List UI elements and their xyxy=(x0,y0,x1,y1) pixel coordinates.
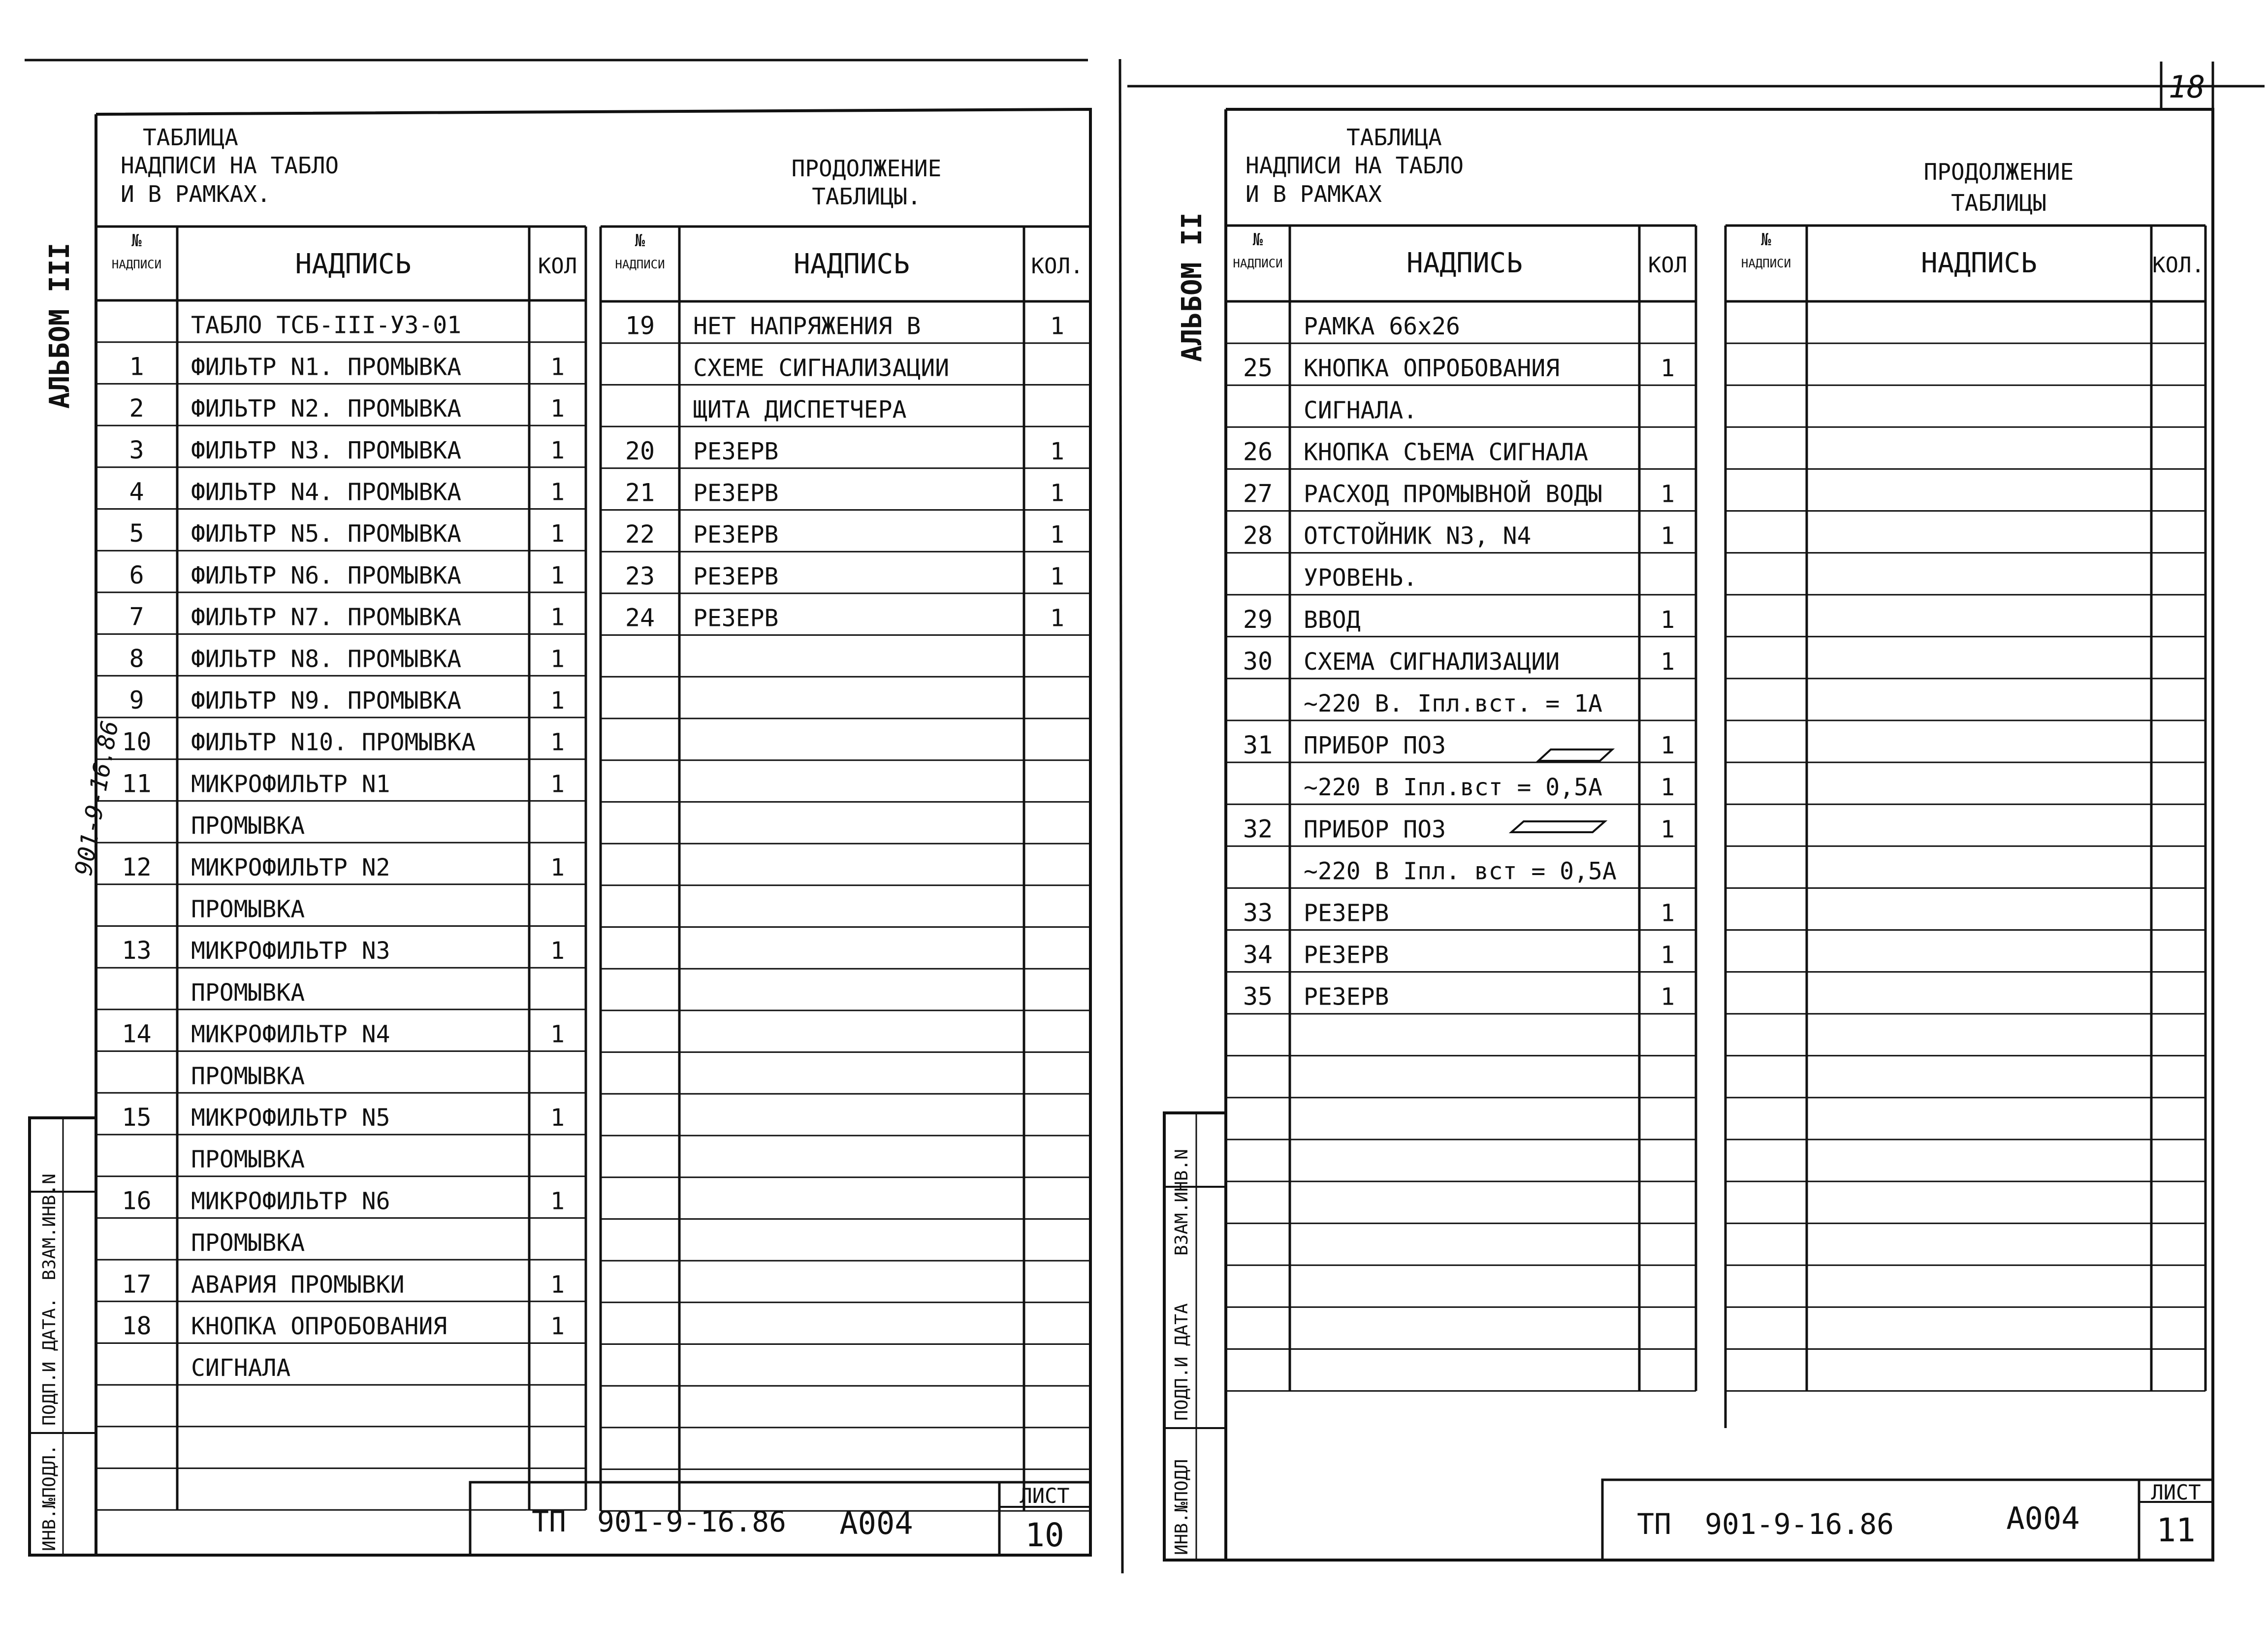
row-text: МИКРОФИЛЬТР N3 xyxy=(191,937,390,965)
row-text: КНОПКА ОПРОБОВАНИЯ xyxy=(191,1312,447,1340)
row-text: ПРИБОР ПОЗ xyxy=(1304,815,1446,844)
row-number: 10 xyxy=(122,727,152,756)
row-number: 29 xyxy=(1243,605,1273,634)
header-num-label: НАДПИСИ xyxy=(1233,257,1283,270)
right-title-line: ТАБЛИЦА xyxy=(1346,124,1442,151)
header-num-label: НАДПИСИ xyxy=(111,258,162,271)
row-number: 28 xyxy=(1243,521,1273,550)
left-stamp-code: 901-9-16.86 xyxy=(597,1505,787,1538)
row-text: РЕЗЕРВ xyxy=(693,479,779,507)
left-album-label: АЛЬБОМ III xyxy=(44,242,76,409)
row-qty: 1 xyxy=(550,937,565,965)
row-text: ЩИТА ДИСПЕТЧЕРА xyxy=(693,396,907,424)
row-number: 9 xyxy=(129,686,144,715)
row-qty: 1 xyxy=(550,687,565,715)
header-text: НАДПИСЬ xyxy=(793,248,910,280)
row-text: КНОПКА ОПРОБОВАНИЯ xyxy=(1304,355,1560,383)
header-qty: КОЛ. xyxy=(1031,254,1084,279)
row-number: 7 xyxy=(129,602,144,631)
row-qty: 1 xyxy=(550,770,565,798)
row-number: 19 xyxy=(625,311,655,340)
row-text: ПРОМЫВКА xyxy=(191,1062,305,1090)
header-num-symbol: № xyxy=(131,231,142,251)
row-qty: 1 xyxy=(550,395,565,423)
row-text: РЕЗЕРВ xyxy=(1304,983,1389,1011)
header-num-symbol: № xyxy=(1252,230,1263,250)
header-text: НАДПИСЬ xyxy=(295,248,412,280)
row-number: 4 xyxy=(129,477,144,506)
right-title-line: И В РАМКАХ xyxy=(1246,181,1382,207)
right-stamp-inv: ИНВ.№ПОДЛ xyxy=(1172,1459,1192,1555)
tables-layer xyxy=(96,226,2205,1511)
row-text: РЕЗЕРВ xyxy=(693,604,779,632)
left-continuation-line: ПРОДОЛЖЕНИЕ xyxy=(791,155,942,182)
row-qty: 1 xyxy=(1050,562,1064,590)
row-qty: 1 xyxy=(1661,480,1675,508)
row-qty: 1 xyxy=(1050,604,1064,632)
position-symbol xyxy=(1538,749,1612,761)
header-num-symbol: № xyxy=(1761,230,1771,250)
row-number: 11 xyxy=(122,769,152,798)
row-text: ФИЛЬТР N2. ПРОМЫВКА xyxy=(191,395,462,423)
row-text: НЕТ НАПРЯЖЕНИЯ В xyxy=(693,312,921,340)
row-text: ФИЛЬТР N10. ПРОМЫВКА xyxy=(191,728,476,756)
row-text: ОТСТОЙНИК N3, N4 xyxy=(1304,522,1532,550)
row-qty: 1 xyxy=(1661,648,1675,676)
right-stamp-replace: ВЗАМ.ИНВ.N xyxy=(1172,1149,1192,1256)
row-qty: 1 xyxy=(550,520,565,548)
row-text: РЕЗЕРВ xyxy=(693,437,779,465)
row-qty: 1 xyxy=(1661,941,1675,969)
left-stamp-inv: ИНВ.№ПОДЛ. xyxy=(39,1444,60,1551)
row-text: ФИЛЬТР N3. ПРОМЫВКА xyxy=(191,436,462,464)
row-text: ВВОД xyxy=(1304,606,1361,634)
row-text: ПРОМЫВКА xyxy=(191,895,305,923)
row-text: ФИЛЬТР N8. ПРОМЫВКА xyxy=(191,645,462,673)
row-qty: 1 xyxy=(550,1187,565,1215)
left-stamp-sheet-number: 10 xyxy=(1025,1516,1064,1554)
row-text: УРОВЕНЬ. xyxy=(1304,564,1418,592)
right-continuation-line: ПРОДОЛЖЕНИЕ xyxy=(1923,159,2074,185)
row-text: ФИЛЬТР N5. ПРОМЫВКА xyxy=(191,520,462,548)
header-qty: КОЛ xyxy=(538,254,577,279)
row-text: РЕЗЕРВ xyxy=(693,562,779,590)
row-number: 24 xyxy=(625,603,655,632)
corner-sheet-number: 18 xyxy=(2168,69,2205,105)
row-text: ПРОМЫВКА xyxy=(191,1229,305,1257)
left-doc-code-vertical: 901-9-16.86 xyxy=(69,718,125,878)
row-text: ТАБЛО ТСБ-III-УЗ-01 xyxy=(191,311,462,339)
row-text: СХЕМА СИГНАЛИЗАЦИИ xyxy=(1304,648,1560,676)
left-title-line: НАДПИСИ НА ТАБЛО xyxy=(121,152,339,179)
row-qty: 1 xyxy=(1050,479,1064,507)
row-text: РАМКА 66х26 xyxy=(1304,313,1460,341)
row-text: РЕЗЕРВ xyxy=(1304,899,1389,927)
left-stamp-replace: ВЗАМ.ИНВ.N xyxy=(39,1173,60,1280)
row-text: ФИЛЬТР N4. ПРОМЫВКА xyxy=(191,478,462,506)
row-number: 35 xyxy=(1243,982,1273,1011)
row-qty: 1 xyxy=(1661,606,1675,634)
row-qty: 1 xyxy=(1661,899,1675,927)
row-number: 31 xyxy=(1243,731,1273,760)
header-qty: КОЛ xyxy=(1648,253,1688,278)
row-number: 18 xyxy=(122,1311,152,1340)
row-number: 8 xyxy=(129,644,144,673)
row-text: ПРОМЫВКА xyxy=(191,978,305,1007)
row-number: 20 xyxy=(625,436,655,465)
left-stamp-sheet-label: ЛИСТ xyxy=(1020,1484,1070,1508)
row-number: 34 xyxy=(1243,940,1273,969)
right-stamp-sheet-label: ЛИСТ xyxy=(2151,1480,2201,1504)
row-number: 6 xyxy=(129,560,144,589)
right-stamp-album: А004 xyxy=(2006,1500,2080,1536)
row-text: ПРИБОР ПОЗ xyxy=(1304,732,1446,760)
row-qty: 1 xyxy=(550,436,565,464)
row-text: АВАРИЯ ПРОМЫВКИ xyxy=(191,1270,405,1299)
left-title-line: ТАБЛИЦА xyxy=(143,124,238,151)
row-qty: 1 xyxy=(550,353,565,381)
header-qty: КОЛ. xyxy=(2152,253,2204,278)
row-text: ПРОМЫВКА xyxy=(191,1145,305,1173)
right-stamp-sheet-number: 11 xyxy=(2156,1511,2196,1549)
left-stamp-prefix: ТП xyxy=(532,1505,566,1538)
row-qty: 1 xyxy=(1661,983,1675,1011)
row-text: ФИЛЬТР N6. ПРОМЫВКА xyxy=(191,561,462,589)
row-text: МИКРОФИЛЬТР N2 xyxy=(191,853,390,881)
left-stamp-album: А004 xyxy=(839,1505,913,1541)
row-text: МИКРОФИЛЬТР N4 xyxy=(191,1020,390,1048)
header-text: НАДПИСЬ xyxy=(1406,247,1523,279)
row-text: РЕЗЕРВ xyxy=(1304,941,1389,969)
row-number: 3 xyxy=(129,435,144,464)
row-qty: 1 xyxy=(550,645,565,673)
row-qty: 1 xyxy=(550,478,565,506)
row-qty: 1 xyxy=(1661,815,1675,844)
right-continuation-line: ТАБЛИЦЫ xyxy=(1951,190,2046,216)
row-number: 2 xyxy=(129,394,144,423)
row-number: 23 xyxy=(625,561,655,590)
row-text: ~220 В Iпл.вст = 0,5А xyxy=(1304,774,1602,802)
row-qty: 1 xyxy=(1661,774,1675,802)
right-stamp-prefix: ТП xyxy=(1637,1507,1671,1541)
right-stamp-code: 901-9-16.86 xyxy=(1704,1507,1894,1541)
row-qty: 1 xyxy=(1661,522,1675,550)
row-number: 21 xyxy=(625,478,655,507)
row-number: 15 xyxy=(122,1103,152,1132)
row-text: ФИЛЬТР N1. ПРОМЫВКА xyxy=(191,353,462,381)
row-text: ~220 В. Iпл.вст. = 1А xyxy=(1304,690,1602,717)
row-number: 14 xyxy=(122,1019,152,1048)
row-qty: 1 xyxy=(550,1020,565,1048)
position-symbol xyxy=(1511,821,1605,832)
row-text: СИГНАЛА xyxy=(191,1354,291,1382)
left-continuation-line: ТАБЛИЦЫ. xyxy=(812,183,921,210)
row-qty: 1 xyxy=(550,561,565,589)
row-text: СИГНАЛА. xyxy=(1304,396,1418,424)
row-number: 22 xyxy=(625,520,655,549)
row-number: 1 xyxy=(129,352,144,381)
row-number: 16 xyxy=(122,1186,152,1215)
row-qty: 1 xyxy=(550,1270,565,1299)
row-number: 26 xyxy=(1243,437,1273,466)
row-text: РАСХОД ПРОМЫВНОЙ ВОДЫ xyxy=(1304,480,1602,508)
row-qty: 1 xyxy=(1661,355,1675,383)
row-qty: 1 xyxy=(550,1104,565,1132)
row-qty: 1 xyxy=(550,603,565,631)
row-qty: 1 xyxy=(550,728,565,756)
right-stamp xyxy=(1637,1480,2201,1549)
row-number: 30 xyxy=(1243,647,1273,676)
row-number: 12 xyxy=(122,852,152,881)
row-text: РЕЗЕРВ xyxy=(693,521,779,549)
row-qty: 1 xyxy=(550,1312,565,1340)
row-number: 33 xyxy=(1243,898,1273,927)
left-title-block xyxy=(121,124,941,210)
row-number: 25 xyxy=(1243,354,1273,383)
right-title-line: НАДПИСИ НА ТАБЛО xyxy=(1246,152,1464,179)
row-qty: 1 xyxy=(1050,312,1064,340)
row-text: МИКРОФИЛЬТР N1 xyxy=(191,770,390,798)
header-text: НАДПИСЬ xyxy=(1920,247,2038,279)
row-number: 17 xyxy=(122,1270,152,1299)
row-text: МИКРОФИЛЬТР N5 xyxy=(191,1104,390,1132)
left-title-line: И В РАМКАХ. xyxy=(121,181,271,207)
row-number: 32 xyxy=(1243,814,1273,844)
row-text: КНОПКА СЪЕМА СИГНАЛА xyxy=(1304,438,1588,466)
header-num-label: НАДПИСИ xyxy=(615,258,665,271)
header-num-symbol: № xyxy=(635,231,645,251)
row-text: ПРОМЫВКА xyxy=(191,812,305,840)
left-stamp-sign: ПОДП.И ДАТА. xyxy=(39,1297,60,1426)
right-album-label: АЛЬБОМ II xyxy=(1176,212,1208,362)
row-text: ФИЛЬТР N9. ПРОМЫВКА xyxy=(191,687,462,715)
page-frame xyxy=(25,59,2265,1573)
row-text: ФИЛЬТР N7. ПРОМЫВКА xyxy=(191,603,462,631)
row-number: 5 xyxy=(129,519,144,548)
row-text: СХЕМЕ СИГНАЛИЗАЦИИ xyxy=(693,354,950,382)
row-qty: 1 xyxy=(1661,732,1675,760)
row-qty: 1 xyxy=(550,853,565,881)
left-stamp xyxy=(532,1484,1070,1554)
right-title-block xyxy=(1246,124,2074,216)
row-text: ~220 В Iпл. вст = 0,5А xyxy=(1304,857,1617,885)
row-qty: 1 xyxy=(1050,521,1064,549)
header-num-label: НАДПИСИ xyxy=(1741,257,1791,270)
row-number: 13 xyxy=(122,936,152,965)
row-number: 27 xyxy=(1243,479,1273,508)
row-qty: 1 xyxy=(1050,437,1064,465)
right-stamp-sign: ПОДП.И ДАТА xyxy=(1172,1303,1192,1421)
row-text: МИКРОФИЛЬТР N6 xyxy=(191,1187,390,1215)
